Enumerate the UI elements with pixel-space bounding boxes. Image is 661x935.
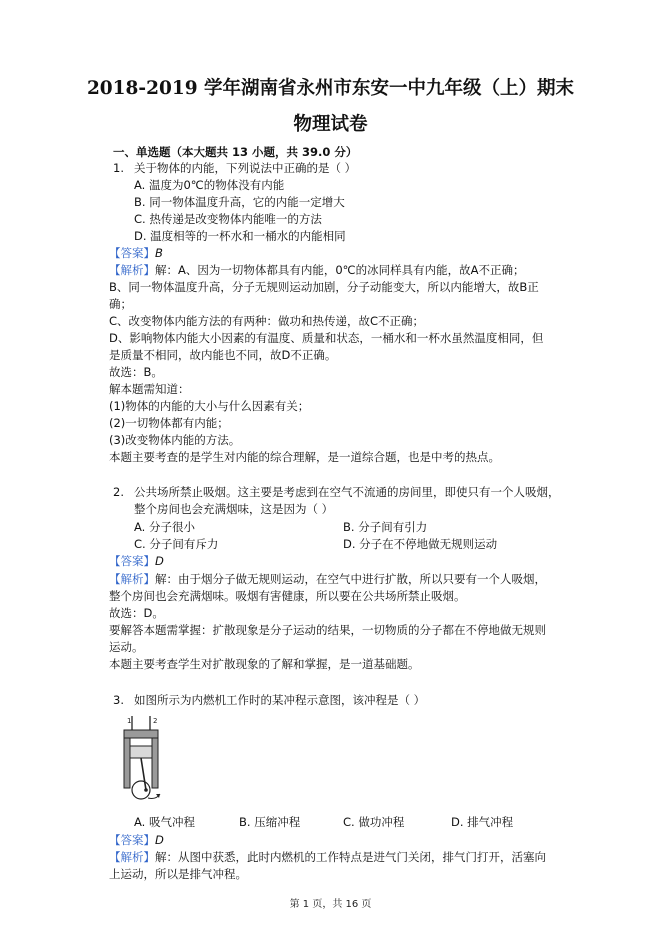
- q1-analysis-line: B、同一物体温度升高，分子无规则运动加剧，分子动能变大，所以内能增大，故B正: [109, 280, 539, 294]
- q1-option-c: C. 热传递是改变物体内能唯一的方法: [134, 212, 322, 226]
- q1-analysis-line: (2)一切物体都有内能；: [109, 416, 229, 430]
- q2-analysis-line: [109, 571, 546, 587]
- q2-analysis-line: 故选：D。: [109, 606, 164, 620]
- q2-option-a: A. 分子很小: [134, 520, 195, 534]
- q1-option-d: D. 温度相等的一杯水和一桶水的内能相同: [134, 229, 346, 243]
- cylinder-wall-left: [124, 738, 130, 788]
- analysis-text: 解：从图中获悉，此时内燃机的工作特点是进气门关闭，排气门打开，活塞向: [155, 850, 546, 864]
- answer-value: B: [155, 246, 163, 260]
- analysis-text: 解：由于烟分子做无规则运动，在空气中进行扩散，所以只要有一个人吸烟，: [155, 572, 546, 586]
- answer-value: D: [155, 554, 164, 568]
- q3-analysis-line: 上运动，所以是排气冲程。: [109, 867, 247, 881]
- q2-analysis-line: 要解答本题需掌握：扩散现象是分子运动的结果，一切物质的分子都在不停地做无规则: [109, 623, 546, 637]
- q2-analysis-line: 整个房间也会充满烟味。吸烟有害健康，所以要在公共场所禁止吸烟。: [109, 589, 466, 603]
- analysis-tag: 【解析】: [109, 263, 155, 277]
- q2-answer: [109, 553, 164, 569]
- connecting-rod: [141, 758, 146, 790]
- q1-stem: 关于物体的内能，下列说法中正确的是（ ）: [134, 161, 357, 175]
- q3-number: 3.: [113, 693, 124, 707]
- q1-analysis-line: 故选：B。: [109, 365, 163, 379]
- paper-title-line1: 2018-2019 学年湖南省永州市东安一中九年级（上）期末: [86, 78, 575, 99]
- q3-option-c: C. 做功冲程: [343, 815, 405, 829]
- cylinder-head: [124, 730, 158, 738]
- section-heading: 一、单选题（本大题共 13 小题，共 39.0 分）: [113, 145, 358, 159]
- q1-analysis-line: [109, 262, 524, 278]
- q3-option-d: D. 排气冲程: [451, 815, 514, 829]
- q2-option-d: D. 分子在不停地做无规则运动: [343, 537, 498, 551]
- valve-label-2: 2: [153, 717, 158, 725]
- q1-option-b: B. 同一物体温度升高，它的内能一定增大: [134, 195, 345, 209]
- q1-analysis-line: 本题主要考查的是学生对内能的综合理解，是一道综合题，也是中考的热点。: [109, 450, 500, 464]
- q1-analysis-line: 解本题需知道：: [109, 382, 190, 396]
- q3-option-a: A. 吸气冲程: [134, 815, 195, 829]
- q2-analysis-line: 运动。: [109, 640, 144, 654]
- q1-analysis-line: D、影响物体内能大小因素的有温度、质量和状态，一桶水和一杯水虽然温度相同，但: [109, 331, 544, 345]
- paper-title-line2: 物理试卷: [293, 114, 368, 135]
- engine-diagram: [118, 712, 180, 810]
- crank-pin: [144, 788, 148, 792]
- q1-analysis-line: 是质量不相同，故内能也不同，故D不正确。: [109, 348, 337, 362]
- cylinder-wall-right: [152, 738, 158, 788]
- answer-tag: 【答案】: [109, 554, 155, 568]
- q1-analysis-line: (1)物体的内能的大小与什么因素有关；: [109, 399, 310, 413]
- q2-stem-line: 整个房间也会充满烟味，这是因为（ ）: [134, 502, 334, 516]
- q2-number: 2.: [113, 485, 124, 499]
- analysis-text: 解：A、因为一切物体都具有内能，0℃的冰同样具有内能，故A不正确；: [155, 263, 525, 277]
- q2-option-c: C. 分子间有斥力: [134, 537, 219, 551]
- q2-stem-line: 公共场所禁止吸烟。这主要是考虑到在空气不流通的房间里，即使只有一个人吸烟，: [134, 485, 560, 499]
- q3-answer: [109, 832, 164, 848]
- answer-tag: 【答案】: [109, 833, 155, 847]
- valve-label-1: 1: [127, 717, 132, 725]
- q1-analysis-line: (3)改变物体内能的方法。: [109, 433, 241, 447]
- q1-answer: [109, 245, 163, 261]
- q3-analysis-line: [109, 849, 546, 865]
- q1-analysis-line: C、改变物体内能方法的有两种：做功和热传递，故C不正确；: [109, 314, 425, 328]
- q3-option-b: B. 压缩冲程: [239, 815, 301, 829]
- q1-analysis-line: 确；: [109, 297, 132, 311]
- analysis-tag: 【解析】: [109, 572, 155, 586]
- q3-stem: 如图所示为内燃机工作时的某冲程示意图，该冲程是（ ）: [134, 693, 426, 707]
- page-footer: 第 1 页，共 16 页: [289, 899, 372, 910]
- analysis-tag: 【解析】: [109, 850, 155, 864]
- answer-tag: 【答案】: [109, 246, 155, 260]
- answer-value: D: [155, 833, 164, 847]
- piston: [130, 746, 152, 758]
- q1-number: 1.: [113, 161, 124, 175]
- q2-analysis-line: 本题主要考查学生对扩散现象的了解和掌握，是一道基础题。: [109, 657, 420, 671]
- q1-option-a: A. 温度为0℃的物体没有内能: [134, 178, 285, 192]
- q2-option-b: B. 分子间有引力: [343, 520, 428, 534]
